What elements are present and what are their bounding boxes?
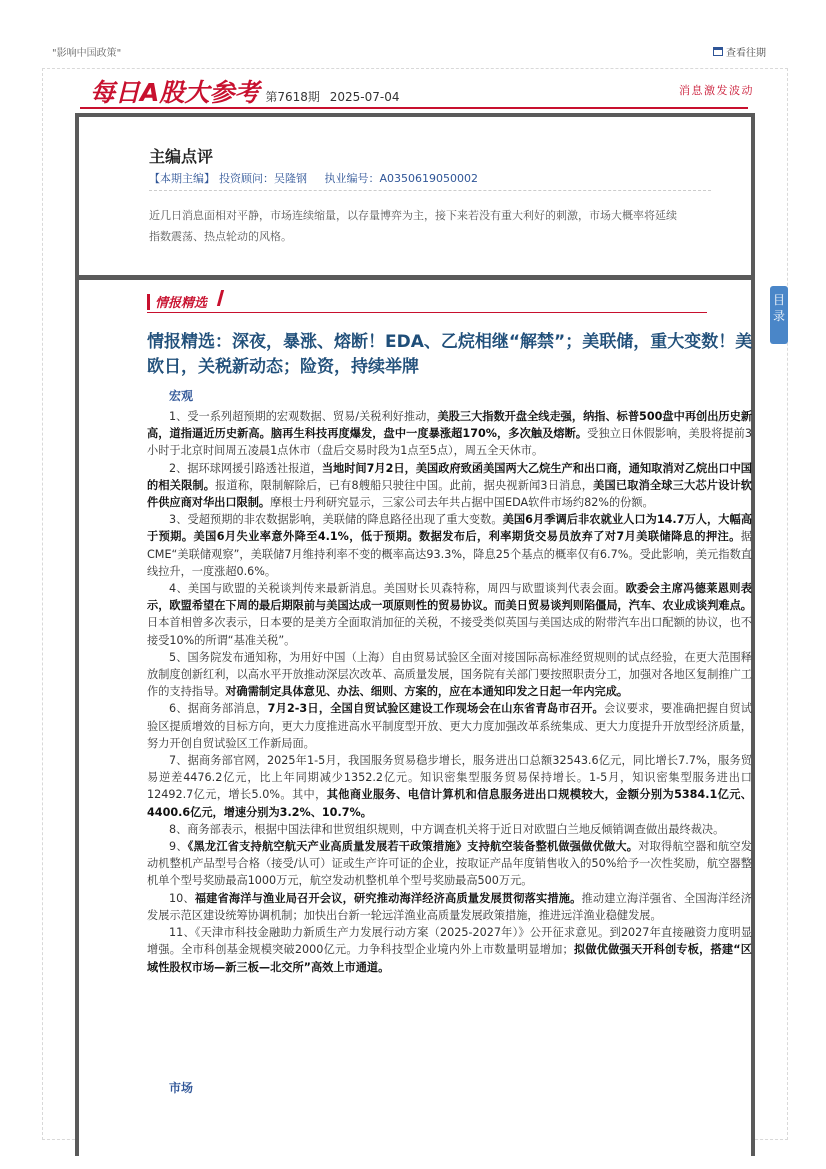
section-marker	[147, 294, 150, 310]
article-headline: 情报精选：深夜，暴涨、熔断！EDA、乙烷相继“解禁”；美联储，重大变数！美欧日，关税新动态；险资，持续举牌	[147, 332, 753, 377]
text-run: 摩根士丹利研究显示，三家公司去年共占据中国EDA软件市场约82%的份额。	[270, 496, 654, 510]
tagline: "影响中国政策"	[52, 48, 122, 59]
text-run: 据CME“美联储观察”，美联储7月维持利率不变的概率高达93.3%，降息25个基点的概率仅有6.7%。受此影响，美元指数直线拉升，一度涨超0.6%。	[147, 530, 752, 578]
paragraph	[147, 838, 752, 890]
editor-label: 【本期主编】	[149, 172, 215, 185]
editor-meta	[149, 170, 482, 186]
slogan: 消息激发波动	[679, 84, 754, 97]
calendar-icon	[713, 47, 723, 56]
paragraph	[147, 821, 752, 838]
bold-run: 当地时间7月2日，美国政府致函美国两大乙烷生产和出口商，通知取消对乙烷出口中国的相关限制。	[147, 461, 752, 492]
text-run: 5、国务院发布通知称，为用好中国（上海）自由贸易试验区全面对接国际高标准经贸规则的试点经验，在更大范围释放制度创新红利，以高水平开放推动深层次改革、高质量发展，国务院有关部门要按照职责分工，加强对各地区复制推广工作的支持指导。	[147, 650, 752, 699]
logo: 每日A股大参考	[90, 78, 260, 107]
text-run: 会议要求，要准确把握自贸试验区提质增效的目标方向，更大力度推进高水平制度型开放、更大力度加强改革系统集成、更大力度提升开放型经济质量，努力开创自贸试验区工作新局面。	[147, 702, 752, 750]
bold-run: 美国6月季调后非农就业人口为14.7万人，大幅高于预期。美国6月失业率意外降至4.1%，低于预期。数据发布后，利率期货交易员放弃了对7月美联储降息的押注。	[147, 513, 753, 544]
issue-date: 2025-07-04	[329, 90, 400, 104]
masthead	[90, 73, 399, 107]
paragraph	[147, 580, 752, 649]
editor-comment-card	[75, 113, 755, 279]
text-run: 推动建立海洋强省、全国海洋经济发展示范区建设统筹协调机制；加快出台新一轮远洋渔业高质量发展政策措施，推进远洋渔业稳健发展。	[147, 891, 752, 922]
toc-tab[interactable]: 目录	[770, 286, 788, 344]
text-run: 报道称，限制解除后，已有8艘船只驶往中国。此前，据央视新闻3日消息，	[215, 478, 594, 492]
paragraph	[147, 752, 752, 821]
text-run: 10、	[169, 891, 195, 905]
text-run: 7、据商务部官网，2025年1-5月，我国服务贸易稳步增长，服务进出口总额32543.6亿元，同比增长7.7%，服务贸易逆差4476.2亿元，比上年同期减少1352.2亿元。知识密集型服务贸易保持增长。1-5月，知识密集型服务进出口12492.7亿元，增长5.0%。其中，	[147, 754, 752, 802]
text-run: 1、受一系列超预期的宏观数据、贸易/关税利好推动，	[169, 410, 438, 423]
text-run: 2、据环球网援引路透社报道，	[169, 461, 322, 475]
text-run: 受独立日休假影响，美股将提前3小时于北京时间周五凌晨1点休市（盘后交易时段为1点至5点），周五全天休市。	[147, 427, 752, 458]
text-run: 8、商务部表示，根据中国法律和世贸组织规则，中方调查机关将于近日对欧盟白兰地反倾销调查做出最终裁决。	[169, 822, 725, 836]
masthead-rule	[80, 107, 748, 109]
bold-run: 7月2-3日，全国自贸试验区建设工作现场会在山东省青岛市召开。	[267, 702, 604, 716]
history-link[interactable]	[713, 44, 766, 59]
paragraph	[147, 408, 752, 460]
section-label: 情报精选	[155, 296, 208, 311]
subheading-market: 市场	[169, 1081, 194, 1095]
bold-run: 《黑龙江省支持航空航天产业高质量发展若干政策措施》支持航空装备整机做强做优做大。	[187, 840, 639, 854]
license-number: 执业编号：A0350619050002	[324, 172, 479, 185]
bold-run: 欧委会主席冯德莱恩则表示，欧盟希望在下周的最后期限前与美国达成一项原则性的贸易协议。而美日贸易谈判则陷僵局，汽车、农业成谈判难点。	[147, 582, 752, 613]
history-link-label: 查看往期	[726, 48, 766, 59]
issue-info	[265, 88, 399, 105]
text-run: 9、	[169, 840, 188, 854]
issue-number: 第7618期	[265, 90, 320, 104]
article-body	[147, 408, 752, 976]
paragraph	[147, 700, 752, 752]
paragraph	[147, 511, 752, 580]
text-run: 日本首相曾多次表示，日本要的是美方全面取消加征的关税，不接受类似英国与美国达成的附带汽车出口配额的协议，也不接受10%的所谓“基准关税”。	[147, 616, 752, 647]
section-header	[147, 290, 707, 313]
text-run: 11、《天津市科技金融助力新质生产力发展行动方案（2025-2027年）》公开征求意见。到2027年直接融资力度明显增强。全市科创基金规模突破2000亿元。力争科技型企业境内外上市数量明显增加；	[147, 926, 752, 957]
paragraph	[147, 890, 752, 924]
bold-run: 拟做优做强天开科创专板，搭建“区域性股权市场—新三板—北交所”高效上市通道。	[147, 943, 752, 974]
paragraph	[147, 649, 752, 701]
paragraph	[147, 460, 752, 512]
text-run: 6、据商务部消息，	[169, 702, 268, 716]
text-run: 3、受超预期的非农数据影响，美联储的降息路径出现了重大变数。	[169, 513, 503, 527]
paragraph	[147, 924, 752, 976]
advisor-name: 投资顾问：吴隆钢	[219, 172, 307, 185]
bold-run: 对确需制定具体意见、办法、细则、方案的，应在本通知印发之日起一年内完成。	[225, 685, 629, 699]
bold-run: 美国已取消全球三大芯片设计软件供应商对华出口限制。	[147, 478, 752, 510]
bold-run: 福建省海洋与渔业局召开会议，研究推动海洋经济高质量发展贯彻落实措施。	[194, 891, 582, 905]
divider	[149, 190, 711, 191]
bold-run: 其他商业服务、电信计算机和信息服务进出口规模较大，金额分别为5384.1亿元、4400.6亿元，增速分别为3.2%、10.7%。	[147, 788, 752, 819]
text-run: 4、美国与欧盟的关税谈判传来最新消息。美国财长贝森特称，周四与欧盟谈判代表会面。	[169, 582, 626, 596]
bold-run: 美股三大指数开盘全线走强，纳指、标普500盘中再创出历史新高，道指逼近历史新高。脑再生科技再度爆发，盘中一度暴涨超170%，多次触及熔断。	[147, 410, 753, 441]
section-slash	[217, 290, 224, 306]
text-run: 对取得航空器和航空发动机整机产品型号合格（接受/认可）证或生产许可证的企业，按取证产品年度销售收入的50%给予一次性奖励，航空器整机单个型号奖励最高1000万元，航空发动机整机单个型号奖励最高500万元。	[147, 840, 752, 888]
intel-card	[75, 276, 755, 1156]
editor-comment: 近几日消息面相对平静，市场连续缩量，以存量博弈为主，接下来若没有重大利好的刺激，市场大概率将延续指数震荡、热点轮动的风格。	[149, 209, 677, 243]
subheading-macro: 宏观	[169, 389, 194, 403]
editor-title: 主编点评	[149, 147, 214, 166]
